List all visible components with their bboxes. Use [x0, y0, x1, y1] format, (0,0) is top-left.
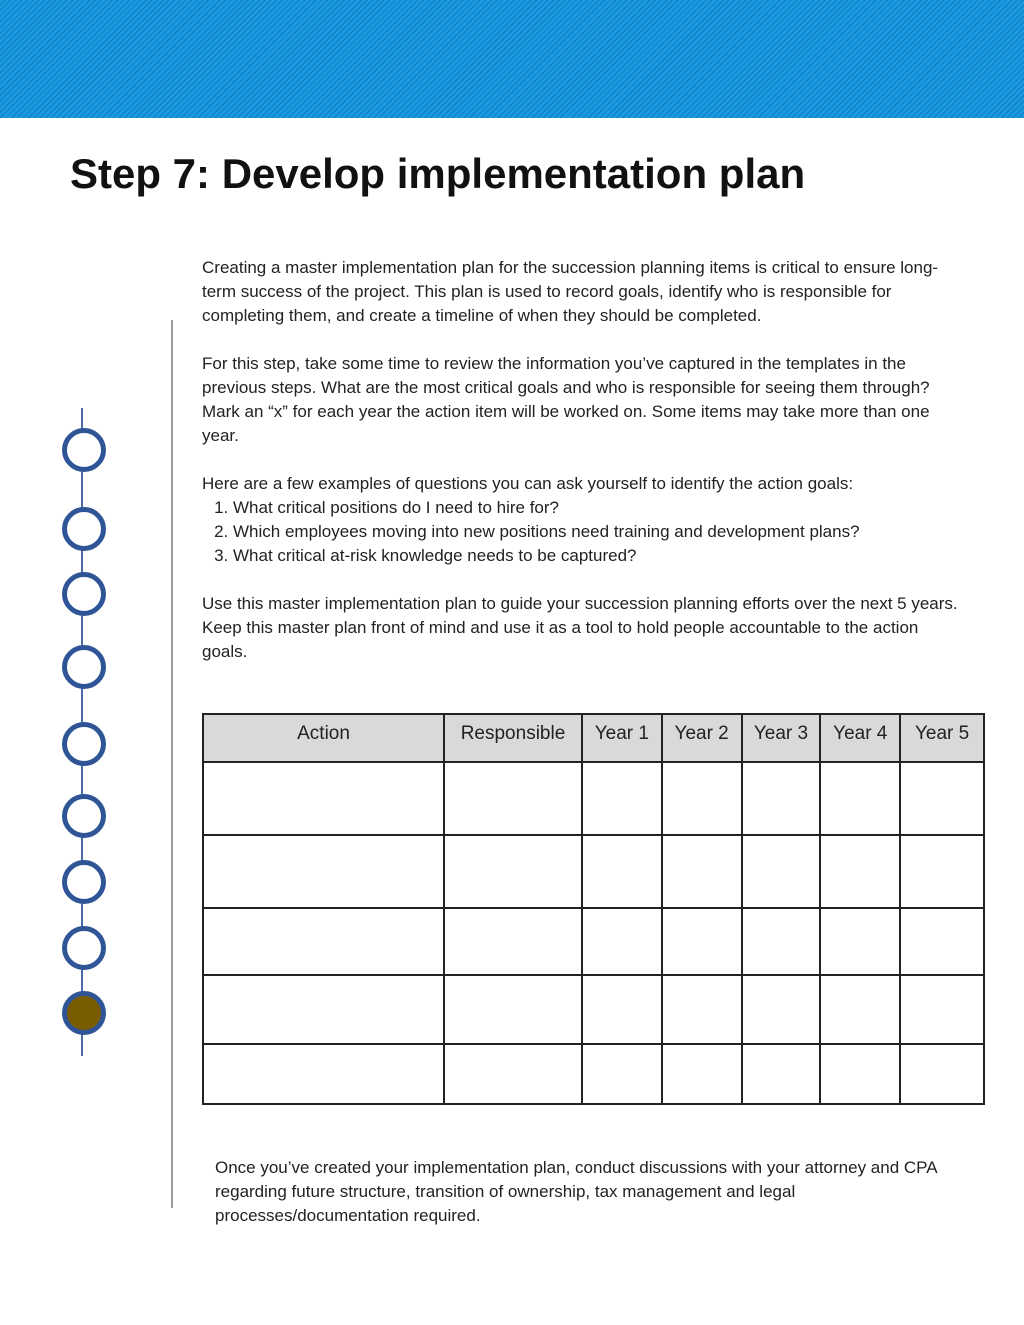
year-5-cell[interactable] — [900, 762, 984, 835]
table-row — [203, 1044, 984, 1104]
questions-intro: Here are a few examples of questions you can ask yourself to identify the action goals: — [202, 474, 854, 493]
year-2-cell[interactable] — [662, 835, 742, 908]
footer-note: Once you’ve created your implementation plan, conduct discussions with your attorney and CPA regarding future structure, transition of ownership, tax management and legal processes/documentation required. — [215, 1158, 937, 1225]
instructions — [202, 256, 962, 688]
content-divider-line — [171, 320, 173, 1208]
header-year-4: Year 4 — [820, 714, 900, 762]
header-year-1: Year 1 — [582, 714, 662, 762]
responsible-cell[interactable] — [444, 1044, 582, 1104]
year-3-cell[interactable] — [742, 908, 821, 975]
year-1-cell[interactable] — [582, 975, 662, 1044]
responsible-cell[interactable] — [444, 975, 582, 1044]
year-4-cell[interactable] — [820, 762, 900, 835]
question-item: 3. What critical at-risk knowledge needs to be captured? — [233, 544, 962, 568]
year-1-cell[interactable] — [582, 762, 662, 835]
year-1-cell[interactable] — [582, 908, 662, 975]
year-4-cell[interactable] — [820, 1044, 900, 1104]
page-title: Step 7: Develop implementation plan — [70, 150, 806, 197]
header-year-2: Year 2 — [662, 714, 742, 762]
year-2-cell[interactable] — [662, 1044, 742, 1104]
year-1-cell[interactable] — [582, 835, 662, 908]
implementation-plan-table — [202, 713, 985, 1105]
step-3-circle-icon — [62, 572, 106, 616]
header-responsible: Responsible — [444, 714, 582, 762]
action-cell[interactable] — [203, 762, 444, 835]
step-5-circle-icon — [62, 722, 106, 766]
year-5-cell[interactable] — [900, 1044, 984, 1104]
questions-list — [202, 496, 962, 568]
header-year-5: Year 5 — [900, 714, 984, 762]
year-2-cell[interactable] — [662, 975, 742, 1044]
step-7-circle-icon — [62, 860, 106, 904]
intro-paragraph: Creating a master implementation plan for the succession planning items is critical to ensure long-term success of the project. This plan is used to record goals, identify who is responsible for completing them, and create a timeline of when they should be completed. — [202, 258, 939, 325]
question-item: 1. What critical positions do I need to hire for? — [233, 496, 962, 520]
year-1-cell[interactable] — [582, 1044, 662, 1104]
responsible-cell[interactable] — [444, 762, 582, 835]
year-3-cell[interactable] — [742, 762, 821, 835]
review-paragraph: For this step, take some time to review the information you’ve captured in the templates in the previous steps. What are the most critical goals and who is responsible for seeing them through? Mark an “x” for each year the action item will be worked on. Some items may take more than one year. — [202, 354, 930, 445]
year-3-cell[interactable] — [742, 975, 821, 1044]
year-5-cell[interactable] — [900, 835, 984, 908]
step-8-circle-icon — [62, 926, 106, 970]
header-year-3: Year 3 — [742, 714, 821, 762]
action-cell[interactable] — [203, 975, 444, 1044]
table-row — [203, 908, 984, 975]
action-cell[interactable] — [203, 1044, 444, 1104]
year-3-cell[interactable] — [742, 1044, 821, 1104]
year-5-cell[interactable] — [900, 975, 984, 1044]
step-4-circle-icon — [62, 645, 106, 689]
year-2-cell[interactable] — [662, 762, 742, 835]
table-header-row — [203, 714, 984, 762]
year-4-cell[interactable] — [820, 908, 900, 975]
year-5-cell[interactable] — [900, 908, 984, 975]
responsible-cell[interactable] — [444, 835, 582, 908]
header-banner — [0, 0, 1024, 118]
question-item: 2. Which employees moving into new positions need training and development plans? — [233, 520, 962, 544]
year-2-cell[interactable] — [662, 908, 742, 975]
header-action: Action — [203, 714, 444, 762]
responsible-cell[interactable] — [444, 908, 582, 975]
step-6-circle-icon — [62, 794, 106, 838]
closing-paragraph: Use this master implementation plan to guide your succession planning efforts over the next 5 years. Keep this master plan front of mind and use it as a tool to hold people accountable to the action goals. — [202, 594, 958, 661]
step-1-circle-icon — [62, 428, 106, 472]
step-9-current-circle-icon — [62, 991, 106, 1035]
table-row — [203, 975, 984, 1044]
action-cell[interactable] — [203, 908, 444, 975]
step-2-circle-icon — [62, 507, 106, 551]
action-cell[interactable] — [203, 835, 444, 908]
year-4-cell[interactable] — [820, 835, 900, 908]
table-row — [203, 762, 984, 835]
table-row — [203, 835, 984, 908]
year-3-cell[interactable] — [742, 835, 821, 908]
year-4-cell[interactable] — [820, 975, 900, 1044]
